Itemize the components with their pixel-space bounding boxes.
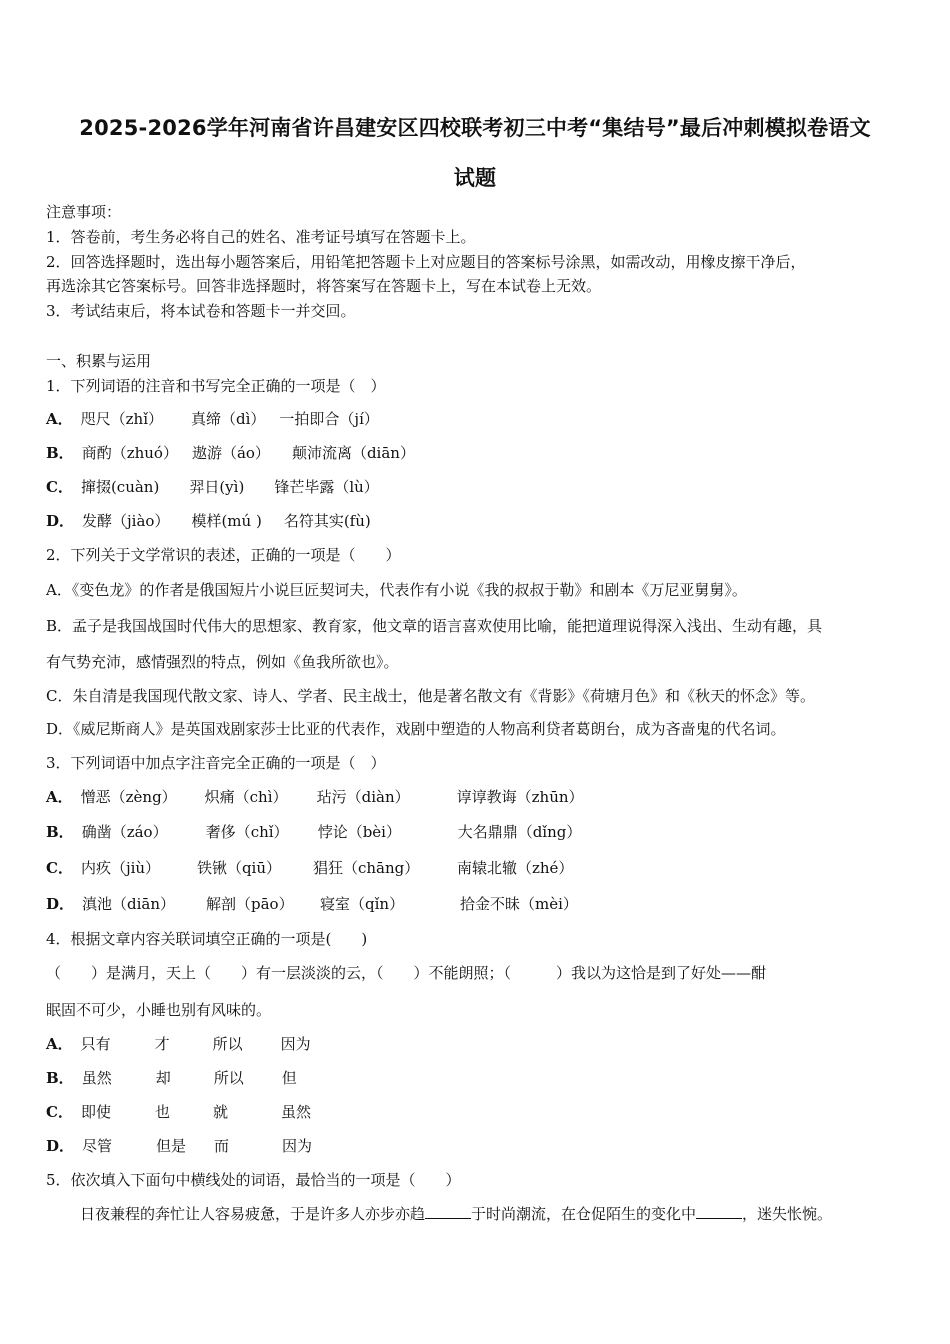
notice-item: 1．答卷前，考生务必将自己的姓名、准考证号填写在答题卡上。 bbox=[46, 228, 476, 246]
exam-title-line1: 2025-2026学年河南省许昌建安区四校联考初三中考“集结号”最后冲刺模拟卷语文 bbox=[79, 116, 871, 140]
q4-option-a: A． 只有 才 所以 因为 bbox=[46, 1035, 311, 1053]
q4-option-c: C． 即使 也 就 虽然 bbox=[46, 1103, 311, 1121]
q1-option-c: C． 撺掇(cuàn) 羿日(yì) 锋芒毕露（lù） bbox=[46, 478, 379, 496]
q1-option-a: A． 咫尺（zhǐ） 真缔（dì） 一拍即合（jí） bbox=[46, 410, 379, 428]
q1-option-b: B． 商酌（zhuó） 遨游（áo） 颠沛流离（diān） bbox=[46, 444, 415, 462]
q5-sentence: 日夜兼程的奔忙让人容易疲惫，于是许多人亦步亦趋 于时尚潮流，在仓促陌生的变化中 ，迷失怅惋。 bbox=[80, 1205, 833, 1223]
q4-option-d: D． 尽管 但是 而 因为 bbox=[46, 1137, 313, 1155]
q2-option-b: B．孟子是我国战国时代伟大的思想家、教育家，他文章的语言喜欢使用比喻，能把道理说得深入浅出、生动有趣，具 bbox=[46, 617, 823, 635]
q2-option-c: C．朱自清是我国现代散文家、诗人、学者、民主战士，他是著名散文有《背影》《荷塘月色》和《秋天的怀念》等。 bbox=[46, 687, 815, 705]
q4-option-b: B． 虽然 却 所以 但 bbox=[46, 1069, 297, 1087]
q3-option-c: C． 内疚（jiù） 铁锹（qiū） 猖狂（chāng） 南辕北辙（zhé） bbox=[46, 859, 574, 877]
q2-option-d: D．《威尼斯商人》是英国戏剧家莎士比亚的代表作，戏剧中塑造的人物高利贷者葛朗台，成为吝啬鬼的代名词。 bbox=[46, 720, 786, 738]
q3-option-a: A． 憎恶（zèng） 炽痛（chì） 玷污（diàn） 谆谆教诲（zhūn） bbox=[46, 788, 584, 806]
notice-item: 3．考试结束后，将本试卷和答题卡一并交回。 bbox=[46, 302, 356, 320]
q2-option-a: A．《变色龙》的作者是俄国短片小说巨匠契诃夫，代表作有小说《我的叔叔于勒》和剧本《万尼亚舅舅》。 bbox=[46, 581, 747, 599]
notice-item: 2．回答选择题时，选出每小题答案后，用铅笔把答题卡上对应题目的答案标号涂黑，如需改动，用橡皮擦干净后， bbox=[46, 253, 806, 271]
fill-blank bbox=[425, 1204, 471, 1219]
q3-stem: 3．下列词语中加点字注音完全正确的一项是（ ） bbox=[46, 754, 386, 772]
q2-stem: 2．下列关于文学常识的表述，正确的一项是（ ） bbox=[46, 546, 401, 564]
notice-item: 再选涂其它答案标号。回答非选择题时，将答案写在答题卡上，写在本试卷上无效。 bbox=[46, 277, 602, 295]
q5-stem: 5．依次填入下面句中横线处的词语，最恰当的一项是（ ） bbox=[46, 1171, 461, 1189]
q4-passage-cont: 眠固不可少，小睡也别有风味的。 bbox=[46, 1001, 272, 1019]
fill-blank bbox=[696, 1204, 742, 1219]
q2-option-b-cont: 有气势充沛，感情强烈的特点，例如《鱼我所欲也》。 bbox=[46, 653, 399, 671]
notice-heading: 注意事项： bbox=[46, 203, 122, 221]
q4-passage: （ ）是满月，天上（ ）有一层淡淡的云，（ ）不能朗照；（ ）我以为这恰是到了好处——酣 bbox=[46, 964, 767, 982]
section-heading: 一、积累与运用 bbox=[46, 352, 152, 370]
exam-title-line2: 试题 bbox=[453, 166, 497, 190]
q4-stem: 4．根据文章内容关联词填空正确的一项是( ) bbox=[46, 930, 368, 948]
q3-option-d: D． 滇池（diān） 解剖（pāo） 寝室（qǐn） 拾金不昧（mèi） bbox=[46, 895, 578, 913]
q1-stem: 1．下列词语的注音和书写完全正确的一项是（ ） bbox=[46, 377, 386, 395]
q1-option-d: D． 发酵（jiào） 模样(mú ) 名符其实(fù) bbox=[46, 512, 371, 530]
q3-option-b: B． 确凿（záo） 奢侈（chǐ） 悖论（bèi） 大名鼎鼎（dǐng） bbox=[46, 823, 582, 841]
